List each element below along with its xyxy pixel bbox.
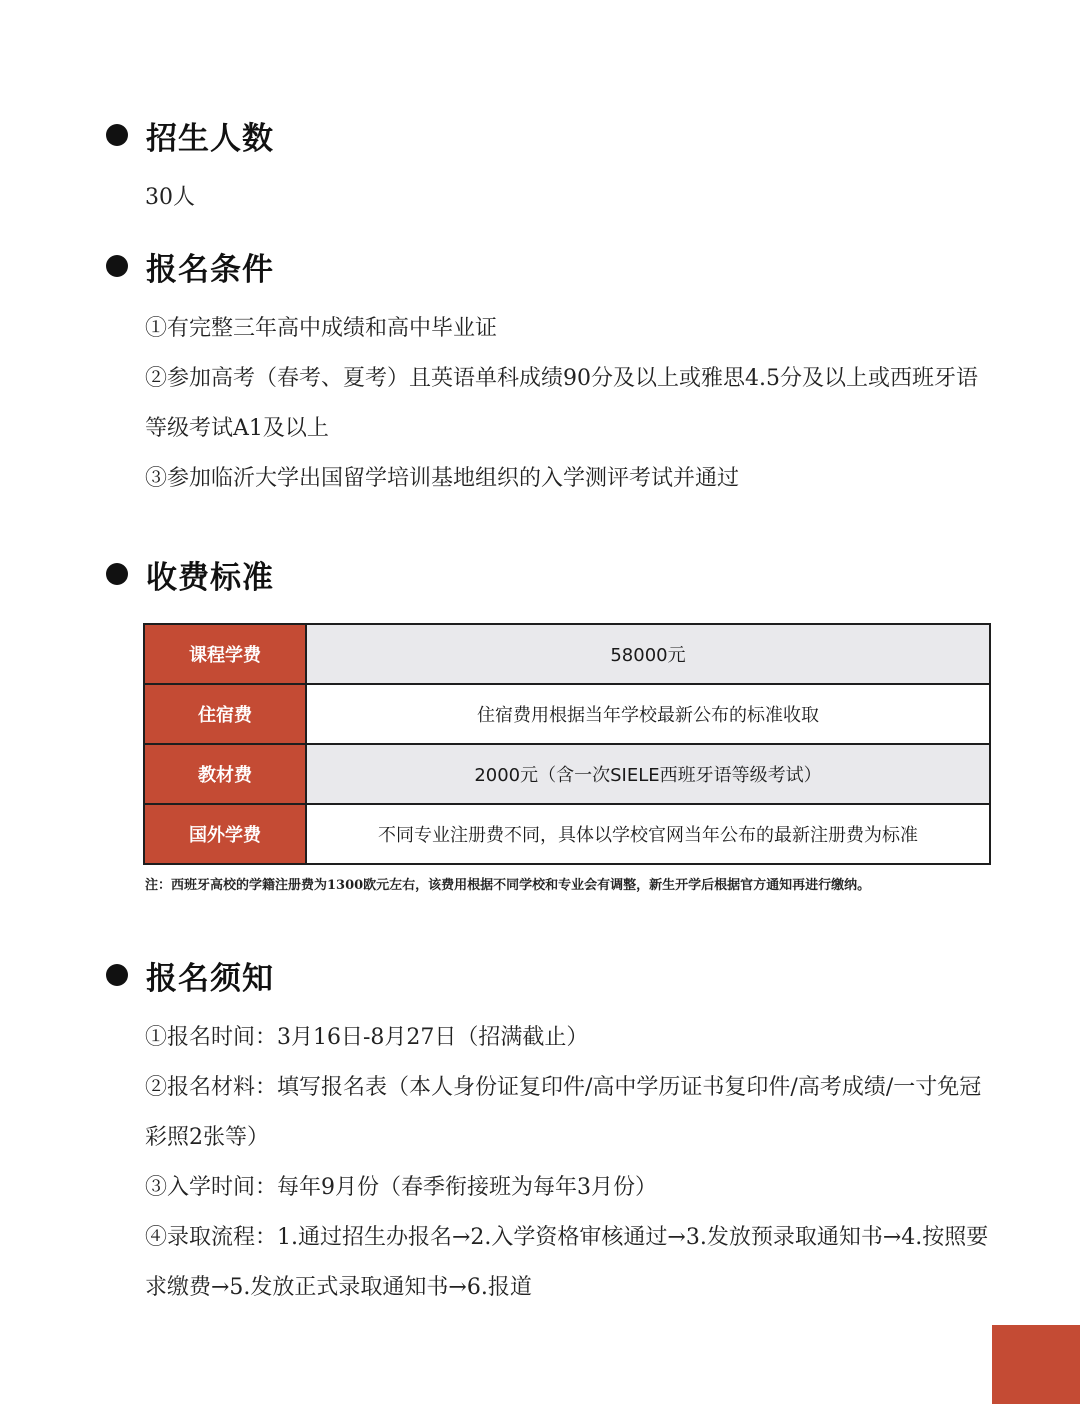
section-heading-requirements <box>106 244 274 288</box>
bullet-icon <box>106 124 128 146</box>
fee-note: 注：西班牙高校的学籍注册费为1300欧元左右，该费用根据不同学校和专业会有调整，新生开学后根据官方通知再进行缴纳。 <box>145 878 871 893</box>
bullet-icon <box>106 563 128 585</box>
heading-text: 招生人数 <box>146 120 274 157</box>
fee-value-tuition: 58000元 <box>306 624 990 684</box>
enrollment-count: 30人 <box>145 185 195 210</box>
fee-label-materials: 教材费 <box>144 744 306 804</box>
fee-table <box>143 623 991 865</box>
table-row <box>144 804 990 864</box>
table-row <box>144 684 990 744</box>
requirement-item-1: ①有完整三年高中成绩和高中毕业证 <box>145 316 498 341</box>
notice-item-2: ②报名材料：填写报名表（本人身份证复印件/高中学历证书复印件/高考成绩/一寸免冠彩照2张等） <box>145 1075 982 1150</box>
section-heading-enrollment <box>106 113 274 157</box>
bullet-icon <box>106 964 128 986</box>
bullet-icon <box>106 255 128 277</box>
fee-label-overseas: 国外学费 <box>144 804 306 864</box>
notice-item-3: ③入学时间：每年9月份（春季衔接班为每年3月份） <box>145 1175 657 1200</box>
section-heading-notice <box>106 953 274 997</box>
requirement-item-3: ③参加临沂大学出国留学培训基地组织的入学测评考试并通过 <box>145 466 740 491</box>
decorative-corner-block <box>992 1325 1080 1404</box>
fee-value-materials: 2000元（含一次SIELE西班牙语等级考试） <box>306 744 990 804</box>
heading-text: 报名条件 <box>146 251 274 288</box>
notice-item-1: ①报名时间：3月16日-8月27日（招满截止） <box>145 1025 589 1050</box>
table-row <box>144 744 990 804</box>
fee-label-tuition: 课程学费 <box>144 624 306 684</box>
heading-text: 报名须知 <box>146 960 274 997</box>
table-row <box>144 624 990 684</box>
notice-item-4: ④录取流程：1.通过招生办报名→2.入学资格审核通过→3.发放预录取通知书→4.按照要求缴费→5.发放正式录取通知书→6.报道 <box>145 1225 989 1300</box>
requirement-item-2: ②参加高考（春考、夏考）且英语单科成绩90分及以上或雅思4.5分及以上或西班牙语等级考试A1及以上 <box>145 366 978 441</box>
fee-label-accommodation: 住宿费 <box>144 684 306 744</box>
heading-text: 收费标准 <box>146 559 274 596</box>
fee-value-accommodation: 住宿费用根据当年学校最新公布的标准收取 <box>306 684 990 744</box>
section-heading-fees <box>106 552 274 596</box>
fee-value-overseas: 不同专业注册费不同，具体以学校官网当年公布的最新注册费为标准 <box>306 804 990 864</box>
